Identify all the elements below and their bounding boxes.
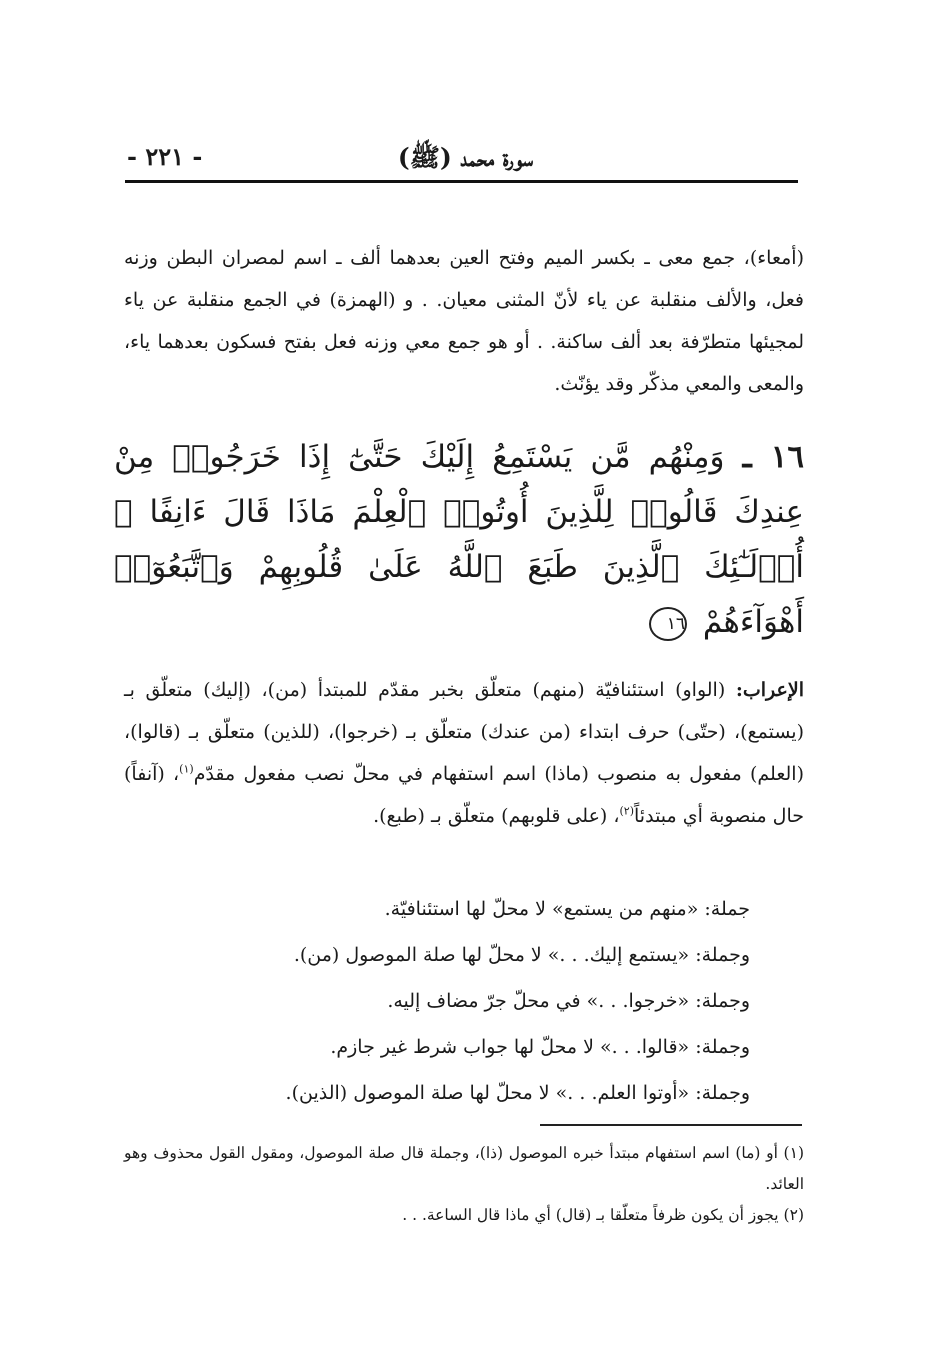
footnote-2: (٢) يجوز أن يكون ظرفاً متعلّقا بـ (قال) أي ماذا قال الساعة. . . [402,1206,804,1224]
intro-paragraph: (أمعاء)، جمع معى ـ بكسر الميم وفتح العين بعدهما ألف ـ اسم لمصران البطن وزنه فعل، والألف منقلبة عن ياء لأنّ المثنى معيان. . و (الهمزة) في الجمع منقلبة عن ياء لمجيئها متطرّفة بعد ألف ساكنة. . أو هو جمع معي وزنه فعل بفتح فسكون بعدهما ياء، والمعى والمعي مذكّر وقد يؤنّث. [124,247,804,395]
sentence-item: وجملة: «خرجوا. . .» في محلّ جرّ مضاف إليه. [387,990,750,1012]
surah-title: سورة محمد (ﷺ) [397,143,533,172]
irab-text-3: ، (على قلوبهم) متعلّق بـ (طبع). [373,805,620,827]
footnote-rule [540,1124,802,1126]
irab-text-2: ، (آنفاً) حال منصوبة أي مبتدئاً [124,763,804,827]
sentence-analysis-list [150,886,750,1116]
page-number: - ٢٢١ - [127,142,203,171]
verse-text: وَمِنْهُم مَّن يَسْتَمِعُ إِلَيْكَ حَتَّىٰٓ إِذَا خَرَجُوا۟ مِنْ عِندِكَ قَالُوا۟ لِلَّذِينَ أُوتُوا۟ ٱلْعِلْمَ مَاذَا قَالَ ءَانِفًا ۚ أُو۟لَـٰٓئِكَ ٱلَّذِينَ طَبَعَ ٱللَّهُ عَلَىٰ قُلُوبِهِمْ وَٱتَّبَعُوٓا۟ أَهْوَآءَهُمْ [114,439,804,640]
verse-number: ١٦ ـ [742,439,805,475]
ayah-end-mark: ١٦ [649,607,687,641]
footnote-ref-2[interactable]: (٢) [619,804,635,818]
irab-heading: الإعراب: [735,679,804,701]
sentence-item: جملة: «منهم من يستمع» لا محلّ لها استئنافيّة. [384,898,750,920]
footnotes [124,1138,804,1231]
sentence-item: وجملة: «قالوا. . .» لا محلّ لها جواب شرط غير جازم. [330,1036,750,1058]
footnote-1: (١) أو (ما) اسم استفهام مبتدأ خبره الموصول (ذا)، وجملة قال صلة الموصول، ومقول القول محذوف وهو العائد. [124,1144,804,1193]
sentence-item: وجملة: «أوتوا العلم. . .» لا محلّ لها صلة الموصول (الذين). [285,1082,750,1104]
footnote-ref-1[interactable]: (١) [179,762,194,776]
quran-verse [114,430,804,650]
header-rule [125,180,798,183]
irab-text-1: (الواو) استئنافيّة (منهم) متعلّق بخبر مقدّم للمبتدأ (من)، (إليك) متعلّق بـ (يستمع)، (حتّى) حرف ابتداء (من عندك) متعلّق بـ (خرجوا)، (للذين) متعلّق بـ (قالوا)، (العلم) مفعول به منصوب (ماذا) اسم استفهام في محلّ نصب مفعول مقدّم [124,679,804,785]
page-header [125,138,798,180]
irab-paragraph [124,669,804,837]
sentence-item: وجملة: «يستمع إليك. . .» لا محلّ لها صلة الموصول (من). [293,944,750,966]
